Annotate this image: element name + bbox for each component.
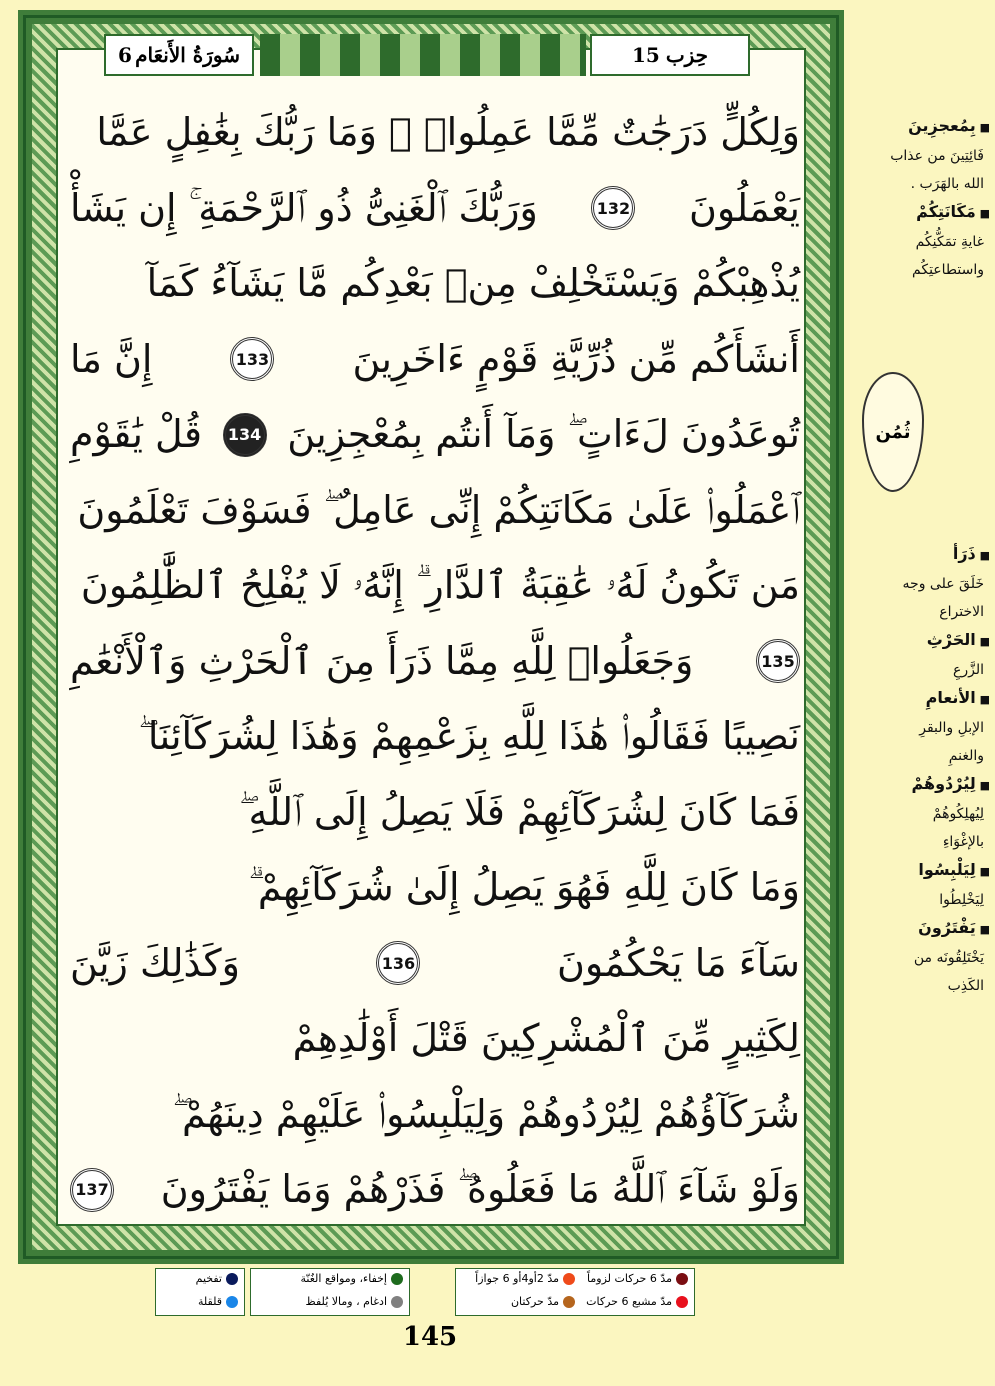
verse-text: شُرَكَآؤُهُمْ لِيُرْدُوهُمْ وَلِيَلْبِسُوا۟ عَلَيْهِمْ دِينَهُمْ ۖ [172,1091,800,1136]
legend-tafkhim [155,1268,245,1316]
ayah-number-marker: 135 [756,639,800,683]
legend-label: ادغام ، ومالا يُلفظ [305,1295,387,1308]
text-line [70,397,800,473]
hizb-label: حِزب [665,43,709,67]
text-line [70,1152,800,1228]
glossary-word: ■ ذَرَأ [850,540,990,570]
glossary-meaning: الكَذِب [947,978,984,994]
legend-madd [455,1268,695,1316]
surah-number: 6 [118,43,132,67]
text-line [70,171,800,247]
glossary-bottom [850,540,990,1000]
color-dot-icon [391,1273,403,1285]
ayah-number-marker: 132 [591,186,635,230]
glossary-meaning: والغنمِ [948,748,984,764]
surah-name: سُورَةُ الأَنعَام [135,43,240,67]
color-dot-icon [676,1273,688,1285]
verse-text: مَن تَكُونُ لَهُۥ عَٰقِبَةُ ٱلدَّارِ ۗ إِنَّهُۥ لَا يُفْلِحُ ٱلظَّٰلِمُونَ [80,563,800,607]
verse-text: تُوعَدُونَ لَءَاتٍ ۖ وَمَآ أَنتُم بِمُعْجِزِينَ [287,412,800,456]
color-dot-icon [391,1296,403,1308]
verse-text: وَجَعَلُوا۟ لِلَّهِ مِمَّا ذَرَأَ مِنَ ٱلْحَرْثِ وَٱلْأَنْعَٰمِ [70,638,694,683]
legend-item [162,1295,238,1312]
color-dot-icon [226,1296,238,1308]
glossary-meaning: يَخْتَلِقُونَه من [913,950,984,966]
text-line [70,926,800,1002]
glossary-word: ■ بِمُعجزِينَ [850,112,990,142]
glossary-meaning: الله بالهَرَب . [910,176,984,192]
legend-item [462,1295,575,1312]
text-line [70,1001,800,1077]
text-line [70,850,800,926]
hizb-marker-label: ثُمُن [875,421,911,443]
verse-text: نَصِيبًا فَقَالُوا۟ هَٰذَا لِلَّهِ بِزَعْمِهِمْ وَهَٰذَا لِشُرَكَآئِنَا ۖ [138,714,800,758]
verse-text: وَرَبُّكَ ٱلْغَنِىُّ ذُو ٱلرَّحْمَةِ ۚ إِن يَشَأْ [70,185,538,230]
legend-label: تفخيم [195,1272,222,1285]
ayah-number-marker: 136 [376,941,420,985]
glossary-meaning: بالإغْوَاءِ [942,834,984,850]
text-line [70,473,800,549]
glossary-meaning: فَائِتِينَ من عذاب [890,148,984,164]
text-line [70,699,800,775]
hizb-quarter-marker [862,372,924,492]
surah-header [104,34,254,76]
legend-item [257,1295,403,1312]
verse-text: وَكَذَٰلِكَ زَيَّنَ [70,940,240,985]
glossary-word: ■ مَكَانَتِكُمْ [850,198,990,228]
legend-item [162,1272,238,1289]
glossary-word: ■ لِيُرْدُوهُمْ [850,770,990,800]
legend-label: مدّ 2أو4أو 6 جوازاً [475,1272,559,1285]
glossary-meaning: الزَّرعِ [953,662,984,678]
verse-text: وَلَوْ شَآءَ ٱللَّهُ مَا فَعَلُوهُ ۖ فَذَرْهُمْ وَمَا يَفْتَرُونَ [160,1167,800,1211]
text-line [70,624,800,700]
color-dot-icon [563,1273,575,1285]
glossary-word: ■ الأنعامِ [850,684,990,714]
glossary-meaning: الإبلِ والبقرِ [919,720,984,736]
hizb-header [590,34,750,76]
glossary-meaning: الاختراع [939,604,984,620]
verse-text: لِكَثِيرٍ مِّنَ ٱلْمُشْرِكِينَ قَتْلَ أَوْلَٰدِهِمْ [292,1016,800,1060]
color-dot-icon [226,1273,238,1285]
text-line [70,1077,800,1153]
page-number: 145 [402,1322,458,1352]
glossary-word: ■ لِيَلْبِسُوا [850,856,990,886]
legend-label: مدّ حركتان [510,1295,559,1308]
legend-label: إخفاء، ومواقع الغُنّة [300,1272,387,1285]
glossary-word: ■ يَفْتَرُونَ [850,914,990,944]
verse-text: وَلِكُلٍّ دَرَجَٰتٌ مِّمَّا عَمِلُوا۟ ۚ وَمَا رَبُّكَ بِغَٰفِلٍ عَمَّا [96,110,800,154]
text-line [70,246,800,322]
color-dot-icon [563,1296,575,1308]
verse-text: وَمَا كَانَ لِلَّهِ فَهُوَ يَصِلُ إِلَىٰ شُرَكَآئِهِمْ ۗ [248,865,800,909]
glossary-top [850,112,990,284]
verse-text: يُذْهِبْكُمْ وَيَسْتَخْلِفْ مِنۢ بَعْدِكُم مَّا يَشَآءُ كَمَآ [146,261,800,305]
verse-text: إِنَّ مَا [70,336,153,381]
verse-text: قُلْ يَٰقَوْمِ [70,412,202,456]
legend-item [575,1272,688,1289]
legend-item [462,1272,575,1289]
verse-text: أَنشَأَكُم مِّن ذُرِّيَّةِ قَوْمٍ ءَاخَرِينَ [352,336,800,381]
hizb-number: 15 [631,43,660,67]
text-line [70,548,800,624]
ayah-number-marker: 137 [70,1168,114,1212]
glossary-word: ■ الحَرْثِ [850,626,990,656]
glossary-meaning: لِيَخْلِطُوا [939,892,984,908]
legend-item [575,1295,688,1312]
ayah-number-marker: 133 [230,337,274,381]
glossary-meaning: خَلَقَ على وجه [902,576,984,592]
quran-text [70,95,800,1228]
verse-text: سَآءَ مَا يَحْكُمُونَ [557,940,800,985]
verse-text: ٱعْمَلُوا۟ عَلَىٰ مَكَانَتِكُمْ إِنِّى عَامِلٌ ۖ فَسَوْفَ تَعْلَمُونَ [77,487,800,532]
glossary-meaning: لِيُهلِكُوهُمْ [932,806,984,822]
text-line [70,95,800,171]
legend-label: قلقلة [197,1295,222,1308]
text-line [70,775,800,851]
verse-text: يَعْمَلُونَ [689,185,800,230]
header-ornament [260,34,586,76]
verse-text: فَمَا كَانَ لِشُرَكَآئِهِمْ فَلَا يَصِلُ إِلَى ٱللَّهِ ۖ [239,789,800,834]
legend-ghunna [250,1268,410,1316]
glossary-meaning: غايةِ تمَكُّنِكُم [915,234,984,250]
text-line [70,322,800,398]
legend-item [257,1272,403,1289]
legend-label: مدّ 6 حركات لزوماً [587,1272,672,1285]
glossary-meaning: واستطاعتِكُم [912,262,984,278]
ayah-number-marker: 134 [223,413,267,457]
color-dot-icon [676,1296,688,1308]
legend-label: مدّ مشبع 6 حركات [586,1295,672,1308]
